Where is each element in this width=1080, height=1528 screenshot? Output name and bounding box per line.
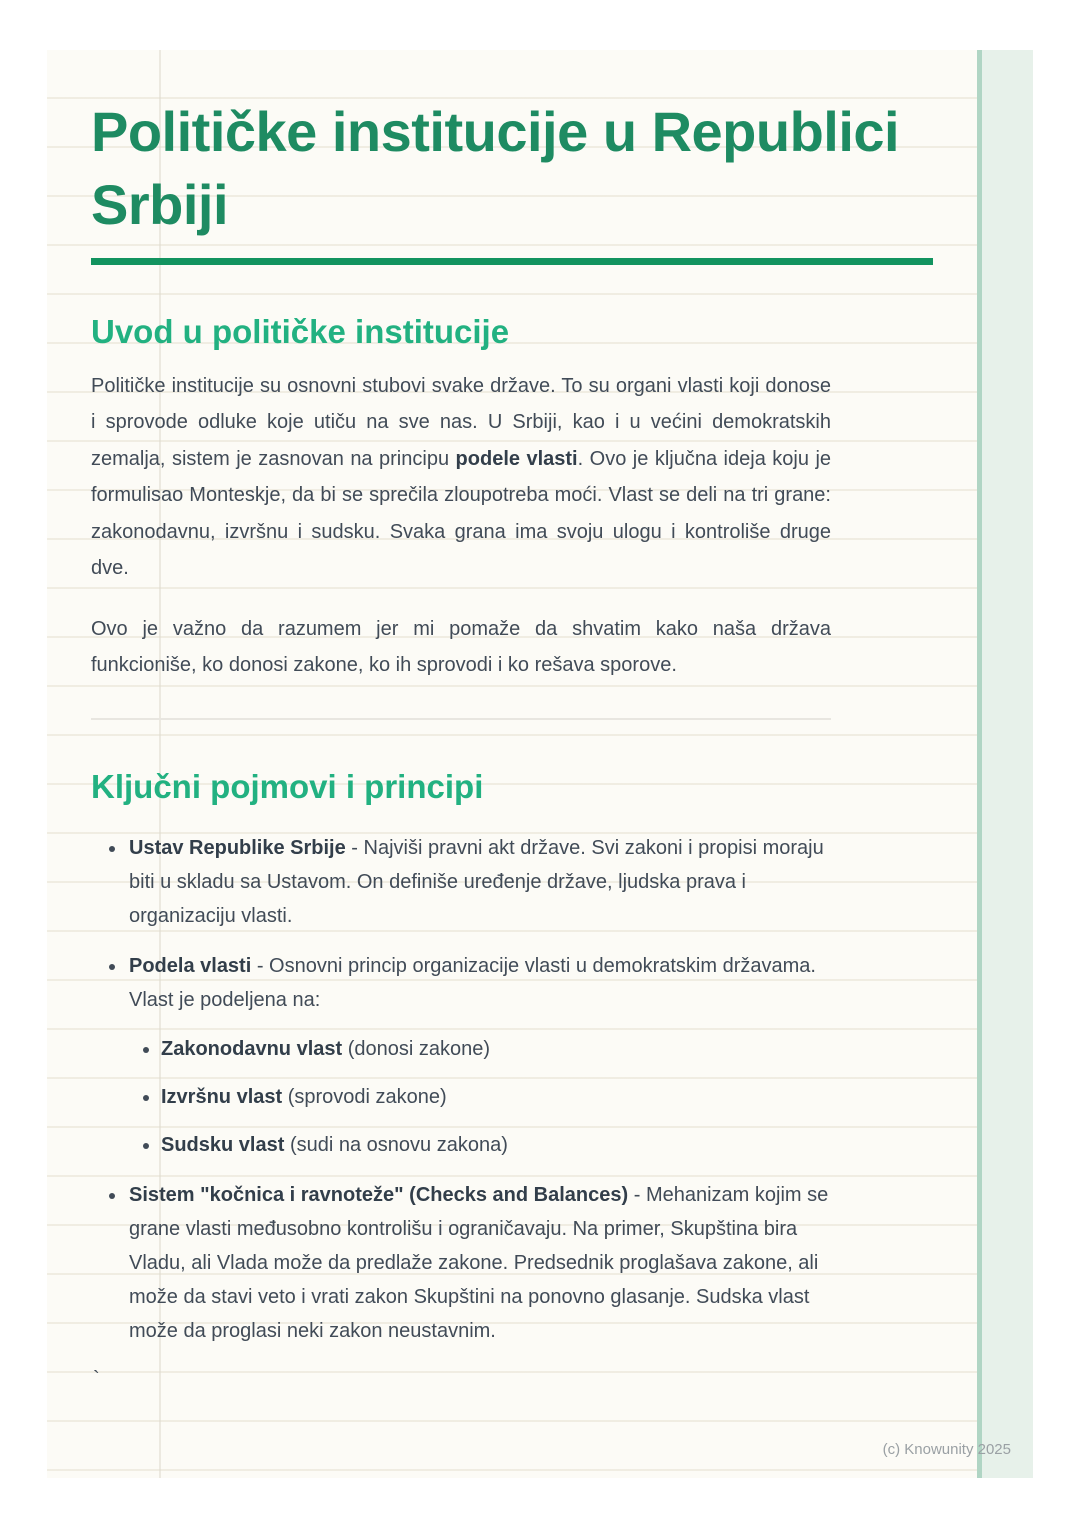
intro-paragraph-1-post: . Ovo je ključna ideja koju je formulisao Monteskje, da bi se sprečila zloupotreba moći. Vlast se deli na tri grane: zakonodavnu, izvršnu i sudsku. Svaka grana ima svoju ulogu i kontroliše druge dve.: [91, 447, 832, 580]
concept-desc: - Mehanizam kojim se grane vlasti međusobno kontrolišu i ograničavaju. Na primer, Skupština bira Vladu, ali Vlada može da predlaže zakone. Predsednik proglašava zakone, ali može da stavi veto i vrati zakon Skupštini na ponovno glasanje. Sudska vlast može da proglasi neki zakon neustavnim.: [129, 1184, 829, 1343]
list-item: [127, 831, 833, 933]
list-item: [127, 1178, 833, 1348]
branch-desc: (sudi na osnovu zakona): [284, 1134, 508, 1157]
stray-backtick-character: `: [93, 1368, 100, 1391]
intro-paragraph-1-pre: Političke institucije su osnovni stubovi svake države. To su organi vlasti koji donose i sprovode odluke koje utiču na sve nas. U Srbiji, kao i u većini demokratskih zemalja, sistem je zasnovan na principu: [91, 374, 831, 470]
branch-term: Zakonodavnu vlast: [161, 1038, 343, 1061]
page-title: Političke institucije u Republici Srbiji: [91, 100, 900, 236]
list-item: [127, 949, 833, 1162]
concept-term: Ustav Republike Srbije: [129, 837, 346, 860]
document-page: [47, 50, 1033, 1478]
section-divider: [91, 718, 831, 720]
section-heading-intro: Uvod u političke institucije: [91, 312, 510, 350]
branch-desc: (donosi zakone): [342, 1038, 491, 1061]
title-underline-rule: [91, 258, 933, 265]
section-heading-concepts: Ključni pojmovi i principi: [91, 767, 484, 805]
page-content: [47, 50, 1033, 1391]
branch-term: Izvršnu vlast: [161, 1086, 283, 1109]
intro-paragraph-2: Ovo je važno da razumem jer mi pomaže da shvatim kako naša država funkcioniše, ko donosi zakone, ko ih sprovodi i ko rešava sporove.: [91, 617, 831, 677]
intro-paragraph-1-bold-term: podele vlasti: [455, 447, 578, 470]
concept-desc: - Najviši pravni akt države. Svi zakoni i propisi moraju biti u skladu sa Ustavom. On definiše uređenje države, ljudska prava i organizaciju vlasti.: [129, 837, 824, 928]
concept-list: [91, 831, 833, 1348]
concept-term: Sistem "kočnica i ravnoteže" (Checks and Balances): [129, 1184, 629, 1207]
concept-desc: - Osnovni princip organizacije vlasti u demokratskim državama. Vlast je podeljena na:: [129, 955, 816, 1012]
intro-paragraph-1: [91, 368, 831, 587]
branch-term: Sudsku vlast: [161, 1134, 285, 1157]
list-item: [161, 1128, 833, 1162]
concept-term: Podela vlasti: [129, 955, 252, 978]
footer-copyright: (c) Knowunity 2025: [882, 1441, 1011, 1458]
branch-sub-list: [129, 1032, 833, 1162]
branch-desc: (sprovodi zakone): [282, 1086, 447, 1109]
list-item: [161, 1080, 833, 1114]
list-item: [161, 1032, 833, 1066]
